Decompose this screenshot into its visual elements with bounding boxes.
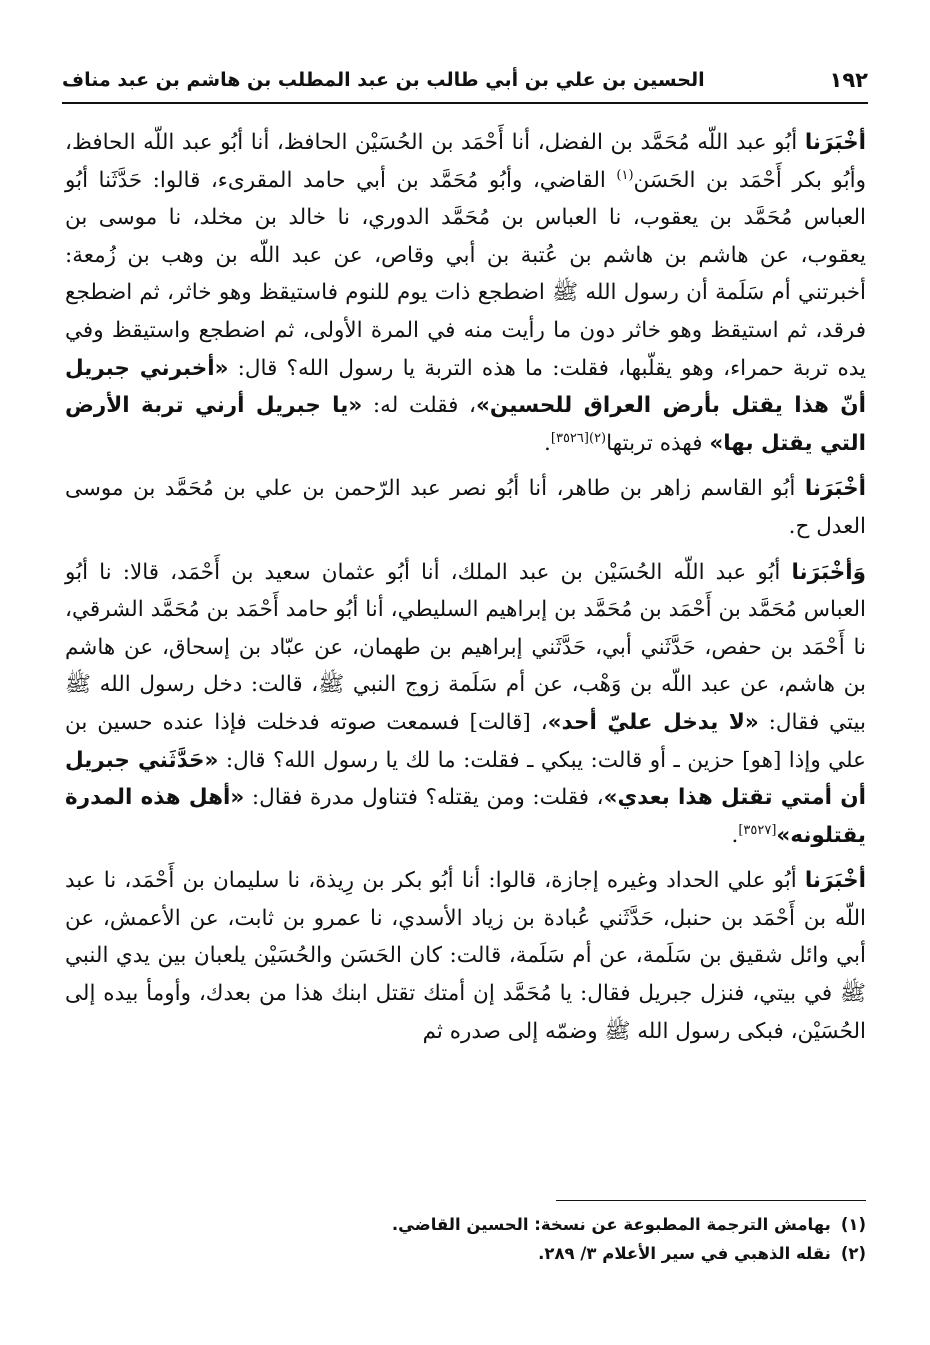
paragraph-text: أبُو القاسم زاهر بن طاهر، أنا أبُو نصر عبد الرّحمن بن علي بن مُحَمَّد بن موسى العدل ح. xyxy=(65,476,866,539)
footnote-marker: [٣٥٢٧] xyxy=(738,822,777,838)
hadith-quote: «يا جبريل أرني تربة الأرض التي يقتل بها» xyxy=(65,393,866,456)
header-rule xyxy=(62,102,868,104)
running-title: الحسين بن علي بن أبي طالب بن عبد المطلب بن هاشم بن عبد مناف xyxy=(62,69,705,91)
paragraph-3 xyxy=(65,554,866,855)
paragraph-lead: وَأخْبَرَنا xyxy=(791,559,866,585)
footnote-marker: (٢)[٣٥٢٦] xyxy=(550,430,607,446)
footnote-marker: (١) xyxy=(616,167,634,183)
footnote-number: (٢) xyxy=(840,1244,866,1263)
paragraph-lead: أخْبَرَنا xyxy=(804,130,866,155)
page-number: ١٩٢ xyxy=(829,68,868,92)
footnote-rule xyxy=(556,1200,866,1201)
hadith-quote: «حَدَّثَني جبريل أن أمتي تقتل هذا بعدي» xyxy=(65,747,866,811)
hadith-quote: «أهل هذه المدرة يقتلونه» xyxy=(65,785,866,848)
paragraph-2 xyxy=(65,470,866,545)
footnote-text: بهامش الترجمة المطبوعة عن نسخة: الحسين القاضي. xyxy=(391,1215,831,1234)
paragraph-text: . xyxy=(731,822,739,848)
paragraph-text: ، فقلت: ومن يقتله؟ فتناول مدرة فقال: xyxy=(244,785,604,811)
footnote-2 xyxy=(65,1239,866,1268)
footnote-text: نقله الذهبي في سير الأعلام ٣/ ٢٨٩. xyxy=(538,1244,831,1263)
paragraph-text: أبُو علي الحداد وغيره إجازة، قالوا: أنا أبُو بكر بن رِيذة، نا سليمان بن أَحْمَد، نا عبد اللّه بن أَحْمَد بن حنبل، حَدَّثَني عُبادة بن زياد الأسدي، نا عمرو بن ثابت، عن الأعمش، عن أبي وائل شقيق بن سَلَمة، عن أم سَلَمة، قالت: كان الحَسَن والحُسَيْن يلعبان بين يدي النبي ﷺ في بيتي، فنزل جبريل فقال: يا مُحَمَّد إن أمتك تقتل ابنك هذا من بعدك، وأومأ بيده إلى الحُسَيْن، فبكى رسول الله ﷺ وضمّه إلى صدره ثم xyxy=(65,868,866,1044)
paragraph-text: ، فقلت له: xyxy=(362,393,477,419)
paragraph-lead: أخْبَرَنا xyxy=(804,868,866,894)
paragraph-4 xyxy=(65,862,866,1050)
paragraph-1 xyxy=(65,124,866,462)
paragraph-lead: أخْبَرَنا xyxy=(804,476,866,502)
paragraph-text: . xyxy=(544,430,551,456)
paragraph-text: ، [قالت] فسمعت صوته فدخلت فإذا عنده حسين بن علي وإذا [هو] حزين ـ أو قالت: يبكي ـ فقلت: ما لك يا رسول الله؟ قال: xyxy=(65,709,866,773)
footnote-1 xyxy=(65,1210,866,1239)
hadith-quote: «أخبرني جبريل أنّ هذا يقتل بأرض العراق للحسين» xyxy=(65,355,866,419)
paragraph-text: أبُو عبد اللّه الحُسَيْن بن عبد الملك، أنا أبُو عثمان سعيد بن أَحْمَد، قالا: نا أبُو العباس مُحَمَّد بن أَحْمَد بن مُحَمَّد بن إبراهيم السليطي، أنا أبُو حامد أَحْمَد بن مُحَمَّد الشرقي، نا أَحْمَد بن حفص، حَدَّثَني أبي، حَدَّثَني إبراهيم بن طهمان، عن عبّاد بن إسحاق، عن هاشم بن هاشم، عن عبد اللّه بن وَهْب، عن أم سَلَمة زوج النبي ﷺ، قالت: دخل رسول الله ﷺ بيتي فقال: xyxy=(65,559,867,735)
running-header xyxy=(62,60,868,100)
main-text xyxy=(65,124,866,1058)
hadith-quote: «لا يدخل عليّ أحد» xyxy=(547,709,759,735)
paragraph-text: القاضي، وأبُو مُحَمَّد بن أبي حامد المقرىء، قالوا: حَدَّثَنا أبُو العباس مُحَمَّد بن يعقوب، نا العباس بن مُحَمَّد الدوري، نا خالد بن مخلد، نا موسى بن يعقوب، عن هاشم بن هاشم بن عُتبة بن أبي وقاص، عن عبد اللّه بن وهب بن زُمعة: أخبرتني أم سَلَمة أن رسول الله ﷺ اضطجع ذات يوم للنوم فاستيقظ وهو خاثر، ثم اضطجع فرقد، ثم استيقظ وهو خاثر دون ما رأيت منه في المرة الأولى، ثم اضطجع واستيقظ وفي يده تربة حمراء، وهو يقلّبها، فقلت: ما هذه التربة يا رسول الله؟ قال: xyxy=(65,167,867,381)
footnotes xyxy=(65,1210,866,1268)
paragraph-text: فهذه تربتها xyxy=(606,430,710,456)
paragraph-text: أبُو عبد اللّه مُحَمَّد بن الفضل، أنا أَحْمَد بن الحُسَيْن الحافظ، أنا أبُو عبد اللّه الحافظ، وأبُو بكر أَحْمَد بن الحَسَن xyxy=(65,130,866,193)
footnote-number: (١) xyxy=(840,1215,866,1234)
